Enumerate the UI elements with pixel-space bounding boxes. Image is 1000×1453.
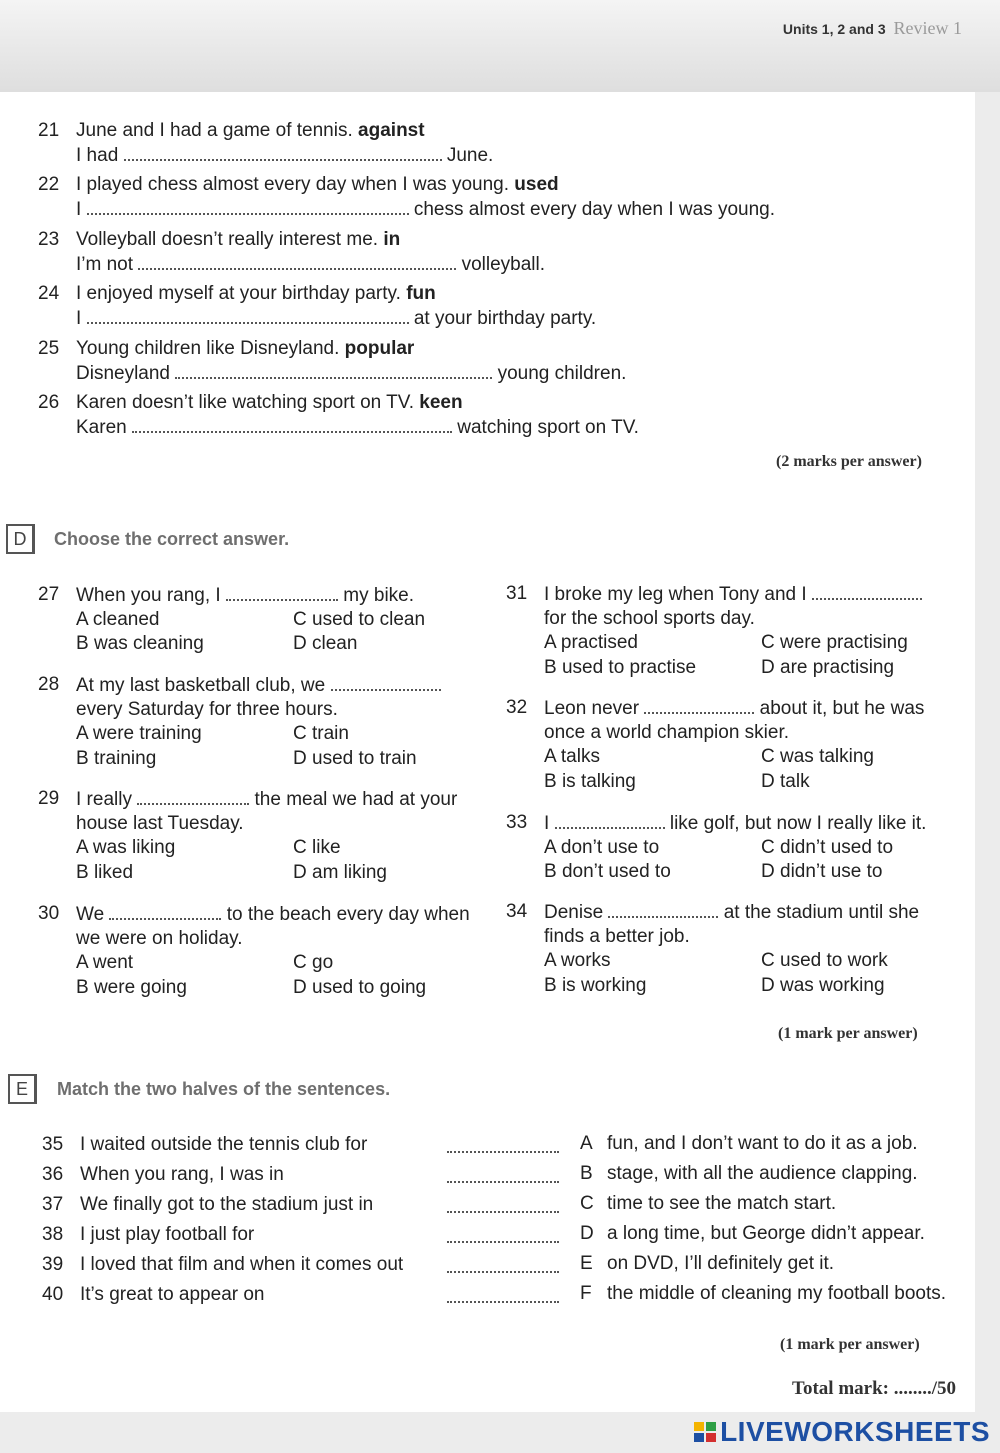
stem-start: Leon never (544, 698, 640, 719)
liveworksheets-brand (693, 1416, 990, 1448)
sentence-ending: stage, with all the audience clapping. (607, 1163, 918, 1184)
key-word: in (383, 229, 401, 250)
stem-end: my bike. (343, 585, 415, 606)
stem-end: the meal we had at your (254, 789, 458, 810)
section-d-letter: D (6, 524, 35, 554)
question-sentence (76, 337, 414, 361)
sentence-text: I enjoyed myself at your birthday party. (76, 283, 401, 304)
question-number: 27 (38, 584, 60, 605)
match-right-item (580, 1222, 970, 1248)
question-sentence (76, 228, 400, 252)
answer-blank[interactable] (226, 583, 338, 601)
option-a[interactable]: A don’t use to (544, 836, 660, 858)
multiple-choice-question (506, 900, 946, 1010)
question-number: 39 (42, 1254, 64, 1275)
option-d[interactable]: D am liking (293, 861, 387, 883)
sentence-start: When you rang, I was in (80, 1164, 284, 1185)
answer-blank[interactable] (608, 900, 718, 918)
option-b[interactable]: B don’t used to (544, 861, 671, 882)
sentence-text: June and I had a game of tennis. (76, 120, 353, 141)
sentence-start: I just play football for (80, 1224, 255, 1245)
match-right-item (580, 1252, 970, 1278)
match-left-item (42, 1223, 562, 1249)
answer-blank[interactable] (447, 1193, 559, 1213)
question-number: 21 (38, 120, 60, 141)
question-sentence (76, 391, 463, 415)
page-header (783, 18, 962, 39)
option-c[interactable]: C was talking (761, 746, 874, 767)
stem-start: I broke my leg when Tony and I (544, 584, 807, 605)
answer-prefix: I (76, 199, 82, 220)
option-d[interactable]: D are practising (761, 656, 895, 678)
question-stem (76, 673, 441, 699)
option-c[interactable]: C like (293, 837, 341, 858)
answer-suffix: watching sport on TV. (457, 417, 639, 438)
question-sentence (76, 282, 436, 306)
sentence-ending: a long time, but George didn’t appear. (607, 1223, 925, 1244)
section-c-marks: (2 marks per answer) (776, 453, 922, 470)
question-stem-continued: we were on holiday. (76, 927, 243, 949)
key-word: keen (419, 392, 463, 413)
answer-blank[interactable] (447, 1223, 559, 1243)
multiple-choice-question (506, 696, 946, 806)
question-number: 25 (38, 338, 60, 359)
question-number: 38 (42, 1224, 64, 1245)
answer-blank[interactable] (87, 306, 409, 324)
key-word: fun (406, 283, 436, 304)
question-number: 36 (42, 1164, 64, 1185)
rewrite-question (38, 228, 938, 278)
question-number: 40 (42, 1284, 64, 1305)
answer-blank[interactable] (124, 143, 442, 161)
stem-end: to the beach every day when (226, 904, 470, 925)
match-right-item (580, 1132, 970, 1158)
option-b[interactable]: B liked (76, 861, 134, 883)
ending-letter: E (580, 1253, 593, 1274)
question-stem (76, 787, 457, 813)
match-right-item (580, 1282, 970, 1308)
section-e-title: Match the two halves of the sentences. (57, 1079, 391, 1099)
stem-start: When you rang, I (76, 585, 221, 606)
answer-blank[interactable] (137, 787, 249, 805)
question-sentence (76, 119, 425, 143)
answer-blank[interactable] (331, 673, 441, 691)
rewrite-question (38, 337, 938, 387)
option-d[interactable]: D clean (293, 633, 358, 654)
answer-suffix: chess almost every day when I was young. (413, 199, 776, 220)
option-d[interactable]: D talk (761, 770, 810, 792)
sentence-text: Karen doesn’t like watching sport on TV. (76, 392, 414, 413)
match-right-item (580, 1162, 970, 1188)
answer-blank[interactable] (812, 582, 922, 600)
stem-start: Denise (544, 902, 604, 923)
question-stem (544, 811, 926, 837)
sentence-start: I loved that film and when it comes out (80, 1254, 404, 1275)
sentence-text: Volleyball doesn’t really interest me. (76, 229, 379, 250)
question-stem-continued: every Saturday for three hours. (76, 698, 338, 720)
answer-suffix: young children. (497, 363, 627, 384)
page-top-band (0, 0, 1000, 92)
match-right-item (580, 1192, 970, 1218)
answer-blank[interactable] (447, 1133, 559, 1153)
option-c[interactable]: C train (293, 723, 349, 744)
question-number: 37 (42, 1194, 64, 1215)
key-word: popular (344, 338, 415, 359)
option-a[interactable]: A were training (76, 723, 202, 744)
stem-start: I really (76, 789, 132, 810)
answer-prefix: I’m not (76, 254, 134, 275)
ending-letter: D (580, 1223, 594, 1244)
answer-blank[interactable] (132, 415, 452, 433)
question-number: 34 (506, 901, 528, 922)
question-number: 24 (38, 283, 60, 304)
question-stem (544, 900, 919, 926)
section-d-marks: (1 mark per answer) (778, 1025, 918, 1042)
answer-blank[interactable] (109, 902, 221, 920)
option-b[interactable]: B was cleaning (76, 633, 204, 654)
option-b[interactable]: B is working (544, 974, 647, 996)
sentence-text: Young children like Disneyland. (76, 338, 340, 359)
question-number: 35 (42, 1134, 64, 1155)
question-stem (544, 582, 922, 608)
rewrite-question (38, 391, 938, 441)
answer-blank[interactable] (555, 811, 665, 829)
question-number: 30 (38, 903, 60, 924)
section-e-marks: (1 mark per answer) (780, 1336, 920, 1353)
option-c[interactable]: C used to clean (293, 608, 426, 630)
sentence-ending: time to see the match start. (607, 1193, 837, 1214)
match-left-item (42, 1163, 562, 1189)
answer-prefix: I (76, 308, 82, 329)
match-left-item (42, 1253, 562, 1279)
answer-line (76, 197, 775, 222)
rewrite-question (38, 119, 938, 169)
option-c[interactable]: C didn’t used to (761, 836, 894, 858)
answer-blank[interactable] (87, 197, 409, 215)
ending-letter: C (580, 1193, 594, 1214)
question-number: 22 (38, 174, 60, 195)
stem-start: I (544, 813, 550, 834)
answer-prefix: I had (76, 145, 119, 166)
key-word: used (514, 174, 559, 195)
question-number: 32 (506, 697, 528, 718)
answer-line (76, 415, 639, 440)
stem-end: about it, but he was (759, 698, 925, 719)
stem-start: At my last basketball club, we (76, 675, 326, 696)
rewrite-question (38, 282, 938, 332)
question-number: 23 (38, 229, 60, 250)
answer-suffix: at your birthday party. (413, 308, 597, 329)
brand-text: LIVEWORKSHEETS (720, 1416, 990, 1447)
option-d[interactable]: D used to going (293, 976, 427, 998)
question-number: 31 (506, 583, 528, 604)
ending-letter: B (580, 1163, 593, 1184)
question-stem-continued: finds a better job. (544, 925, 690, 947)
ending-letter: F (580, 1283, 592, 1304)
option-b[interactable]: B were going (76, 976, 187, 998)
sentence-start: We finally got to the stadium just in (80, 1194, 374, 1215)
sentence-text: I played chess almost every day when I was young. (76, 174, 510, 195)
question-number: 33 (506, 812, 528, 833)
question-stem-continued: for the school sports day. (544, 607, 755, 629)
sentence-ending: the middle of cleaning my football boots. (607, 1283, 947, 1304)
ending-letter: A (580, 1133, 593, 1154)
option-a[interactable]: A talks (544, 746, 600, 767)
question-stem (76, 583, 414, 609)
option-b[interactable]: B used to practise (544, 656, 697, 678)
option-b[interactable]: B training (76, 747, 157, 769)
option-d[interactable]: D didn’t use to (761, 861, 883, 882)
answer-blank[interactable] (447, 1283, 559, 1303)
question-stem-continued: house last Tuesday. (76, 812, 244, 834)
sentence-ending: fun, and I don’t want to do it as a job. (607, 1133, 918, 1154)
option-a[interactable]: A practised (544, 632, 638, 653)
sentence-start: It’s great to appear on (80, 1284, 265, 1305)
answer-blank[interactable] (138, 252, 456, 270)
option-a[interactable]: A works (544, 950, 611, 971)
answer-line (76, 361, 626, 386)
units-label: Units 1, 2 and 3 (782, 21, 886, 37)
answer-suffix: June. (446, 145, 494, 166)
key-word: against (358, 120, 425, 141)
question-sentence (76, 173, 559, 197)
option-d[interactable]: D used to train (293, 747, 417, 769)
stem-end: at the stadium until she (723, 902, 920, 923)
option-a[interactable]: A went (76, 952, 134, 973)
question-stem (76, 902, 470, 928)
answer-blank[interactable] (175, 361, 492, 379)
rewrite-question (38, 173, 938, 223)
option-a[interactable]: A was liking (76, 837, 176, 858)
total-mark: Total mark: ......../50 (792, 1378, 956, 1399)
answer-blank[interactable] (447, 1253, 559, 1273)
option-b[interactable]: B is talking (544, 770, 636, 792)
section-d-title: Choose the correct answer. (54, 529, 290, 549)
match-left-item (42, 1283, 562, 1309)
multiple-choice-question (38, 902, 478, 1012)
option-c[interactable]: C go (293, 952, 334, 973)
answer-prefix: Karen (76, 417, 127, 438)
option-d[interactable]: D was working (761, 974, 885, 996)
multiple-choice-question (506, 582, 946, 692)
stem-end: like golf, but now I really like it. (669, 813, 927, 834)
option-c[interactable]: C used to work (761, 950, 888, 971)
review-label: Review 1 (893, 18, 962, 38)
sentence-ending: on DVD, I’ll definitely get it. (607, 1253, 835, 1274)
answer-suffix: volleyball. (461, 254, 546, 275)
match-left-item (42, 1193, 562, 1219)
sentence-start: I waited outside the tennis club for (80, 1134, 368, 1155)
question-number: 29 (38, 788, 60, 809)
answer-line (76, 252, 545, 277)
answer-line (76, 306, 596, 331)
stem-start: We (76, 904, 105, 925)
answer-blank[interactable] (447, 1163, 559, 1183)
liveworksheets-logo-icon (693, 1420, 717, 1444)
multiple-choice-question (38, 787, 478, 897)
option-c[interactable]: C were practising (761, 632, 908, 653)
match-left-item (42, 1133, 562, 1159)
question-number: 26 (38, 392, 60, 413)
multiple-choice-question (38, 673, 478, 783)
answer-blank[interactable] (644, 696, 754, 714)
answer-prefix: Disneyland (76, 363, 170, 384)
question-stem (544, 696, 924, 722)
option-a[interactable]: A cleaned (76, 608, 160, 630)
section-e-letter: E (8, 1074, 37, 1104)
question-number: 28 (38, 674, 60, 695)
answer-line (76, 143, 493, 168)
question-stem-continued: once a world champion skier. (544, 721, 790, 743)
